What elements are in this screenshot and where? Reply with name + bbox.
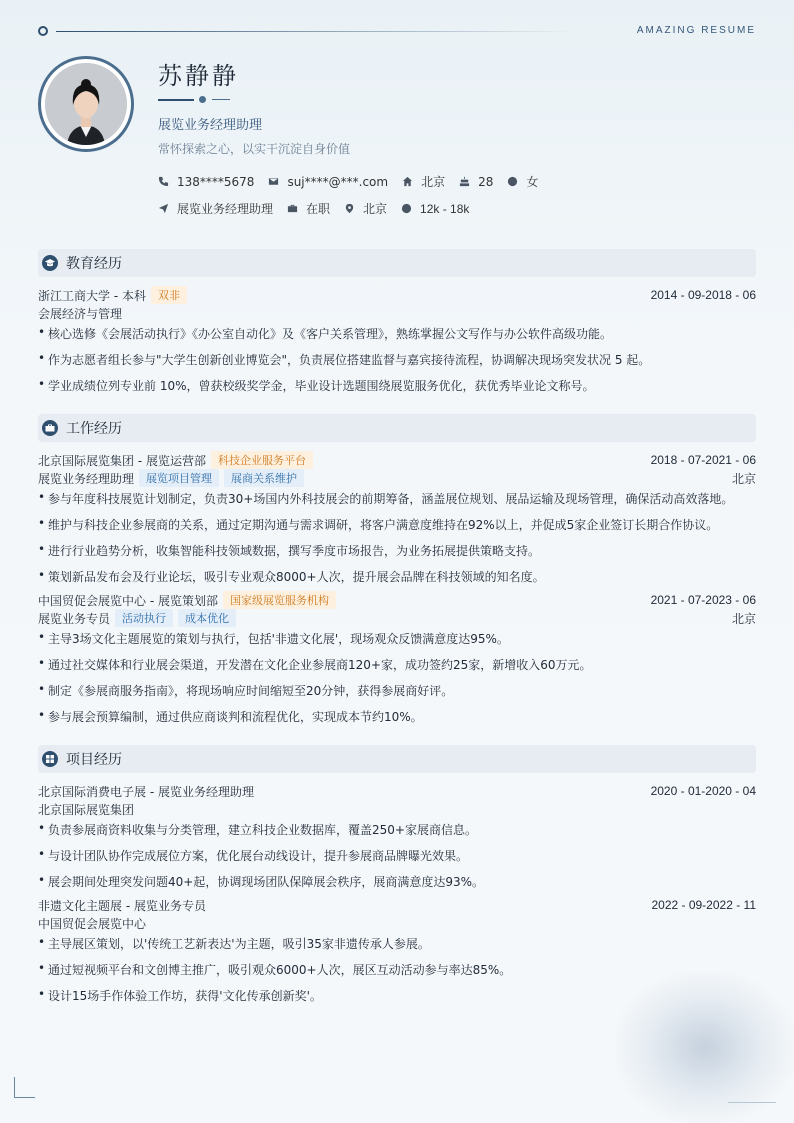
- list-item: • 通过社交媒体和行业展会渠道，开发潜在文化企业参展商120+家，成功签约25家，新增收入60万元。: [38, 656, 592, 672]
- work-role-row-2: [38, 609, 756, 627]
- list-item: • 主导展区策划，以'传统工艺新表达'为主题，吸引35家非遗传承人参展。: [38, 935, 430, 951]
- project-name: 北京国际消费电子展 - 展览业务经理助理: [38, 784, 254, 799]
- avatar: [45, 63, 127, 145]
- education-date: 2014 - 09-2018 - 06: [650, 288, 756, 302]
- intent-value: 展览业务经理助理: [177, 202, 274, 216]
- briefcase-icon: [287, 203, 298, 214]
- city-item: [402, 173, 445, 190]
- corner-decoration-left: [14, 1077, 35, 1098]
- projects-section-header: [38, 745, 756, 773]
- company-tag: 科技企业服务平台: [211, 451, 313, 469]
- list-item: • 参与展会预算编制，通过供应商谈判和流程优化，实现成本节约10%。: [38, 708, 423, 724]
- candidate-name: 苏静静: [158, 62, 239, 90]
- email-value: suj****@***.com: [287, 174, 389, 189]
- salary-value: 12k - 18k: [420, 201, 470, 216]
- list-item: • 负责参展商资料收集与分类管理，建立科技企业数据库，覆盖250+家展商信息。: [38, 821, 477, 837]
- send-icon: [158, 203, 169, 214]
- city-value: 北京: [421, 175, 446, 189]
- work-city: 北京: [731, 471, 756, 486]
- cake-icon: [459, 176, 470, 187]
- list-item: • 主导3场文化主题展览的策划与执行，包括'非遗文化展'，现场观众反馈满意度达95%。: [38, 630, 509, 646]
- major: 会展经济与管理: [38, 306, 123, 321]
- project-org: 北京国际展览集团: [38, 802, 135, 817]
- work-role-row-1: [38, 469, 756, 487]
- skill-tag: 活动执行: [115, 609, 173, 627]
- brand-label: AMAZING RESUME: [636, 25, 756, 36]
- education-entry: [38, 286, 756, 304]
- intent-row: [158, 200, 483, 217]
- list-item: • 策划新品发布会及行业论坛，吸引专业观众8000+人次，提升展会品牌在科技领域的知名度。: [38, 568, 545, 584]
- salary-item: [401, 202, 469, 216]
- job-title: 展览业务经理助理: [158, 118, 263, 133]
- work-section-title: 工作经历: [66, 421, 122, 437]
- work-entry-2: [38, 591, 756, 609]
- work-date: 2018 - 07-2021 - 06: [650, 453, 756, 467]
- list-item: • 进行行业趋势分析，收集智能科技领域数据，撰写季度市场报告，为业务拓展提供策略支持。: [38, 542, 541, 558]
- age-value: 28: [478, 174, 494, 189]
- project-date: 2020 - 01-2020 - 04: [650, 784, 756, 798]
- project-org-row-1: [38, 800, 756, 818]
- work-role: 展览业务经理助理: [38, 471, 135, 486]
- top-divider: [56, 31, 576, 32]
- phone-icon: [158, 176, 169, 187]
- grid-icon: [42, 751, 58, 767]
- skill-tag: 展商关系维护: [224, 469, 304, 487]
- work-role: 展览业务专员: [38, 611, 111, 626]
- contact-row: [158, 173, 552, 190]
- list-item: • 通过短视频平台和文创博主推广，吸引观众6000+人次，展区互动活动参与率达85%。: [38, 961, 512, 977]
- list-item: • 核心选修《会展活动执行》《办公室自动化》及《客户关系管理》，熟练掌握公文写作与办公软件高级功能。: [38, 325, 613, 341]
- school-tag: 双非: [151, 286, 187, 304]
- corner-decoration-right: [728, 1102, 776, 1103]
- education-section-title: 教育经历: [66, 256, 122, 272]
- project-org-row-2: [38, 914, 756, 932]
- gender-icon: [507, 176, 518, 187]
- list-item: • 作为志愿者组长参与"大学生创新创业博览会"，负责展位搭建监督与嘉宾接待流程，协调解决现场突发状况 5 起。: [38, 351, 651, 367]
- list-item: • 制定《参展商服务指南》，将现场响应时间缩短至20分钟，获得参展商好评。: [38, 682, 454, 698]
- intent-item: [158, 200, 273, 217]
- work-entry-1: [38, 451, 756, 469]
- project-name: 非遗文化主题展 - 展览业务专员: [38, 898, 206, 913]
- list-item: • 维护与科技企业参展商的关系，通过定期沟通与需求调研，将客户满意度维持在92%以上，并促成5家企业签订长期合作协议。: [38, 516, 719, 532]
- skill-tag: 成本优化: [178, 609, 236, 627]
- gender-item: [507, 173, 538, 190]
- location-icon: [344, 203, 355, 214]
- decorative-blur: [616, 972, 794, 1123]
- project-entry-1: [38, 782, 756, 800]
- projects-section-title: 项目经历: [66, 752, 122, 768]
- graduation-cap-icon: [42, 255, 58, 271]
- intent-city-value: 北京: [363, 202, 388, 216]
- coin-icon: [401, 203, 412, 214]
- skill-tag: 展览项目管理: [139, 469, 219, 487]
- name-decoration: [158, 96, 238, 104]
- work-section-header: [38, 414, 756, 442]
- mail-icon: [268, 176, 279, 187]
- avatar-portrait-icon: [45, 63, 127, 145]
- home-icon: [402, 176, 413, 187]
- status-item: [287, 200, 330, 217]
- project-date: 2022 - 09-2022 - 11: [651, 898, 756, 912]
- project-entry-2: [38, 896, 756, 914]
- school-name: 浙江工商大学 - 本科: [38, 288, 146, 303]
- phone-item: [158, 175, 254, 189]
- list-item: • 参与年度科技展览计划制定，负责30+场国内外科技展会的前期筹备，涵盖展位规划、展品运输及现场管理，确保活动高效落地。: [38, 490, 734, 506]
- list-item: • 学业成绩位列专业前 10%，曾获校级奖学金，毕业设计选题围绕展览服务优化，获优秀毕业论文称号。: [38, 377, 595, 393]
- top-ring-icon: [38, 26, 48, 36]
- work-company: 北京国际展览集团 - 展览运营部: [38, 453, 206, 468]
- project-org: 中国贸促会展览中心: [38, 916, 147, 931]
- phone-value: 138****5678: [177, 174, 255, 189]
- list-item: • 设计15场手作体验工作坊，获得'文化传承创新奖'。: [38, 987, 322, 1003]
- intent-city-item: [344, 200, 387, 217]
- email-item: [268, 175, 388, 189]
- motto: 常怀探索之心，以实干沉淀自身价值: [158, 142, 351, 156]
- age-item: [459, 175, 493, 189]
- gender-value: 女: [526, 175, 539, 189]
- avatar-frame: [38, 56, 134, 152]
- briefcase-section-icon: [42, 420, 58, 436]
- education-major-row: [38, 304, 756, 322]
- work-city: 北京: [731, 611, 756, 626]
- work-date: 2021 - 07-2023 - 06: [650, 593, 756, 607]
- list-item: • 展会期间处理突发问题40+起，协调现场团队保障展会秩序，展商满意度达93%。: [38, 873, 484, 889]
- company-tag: 国家级展览服务机构: [223, 591, 336, 609]
- status-value: 在职: [306, 202, 331, 216]
- education-section-header: [38, 249, 756, 277]
- work-company: 中国贸促会展览中心 - 展览策划部: [38, 593, 218, 608]
- list-item: • 与设计团队协作完成展位方案，优化展台动线设计，提升参展商品牌曝光效果。: [38, 847, 469, 863]
